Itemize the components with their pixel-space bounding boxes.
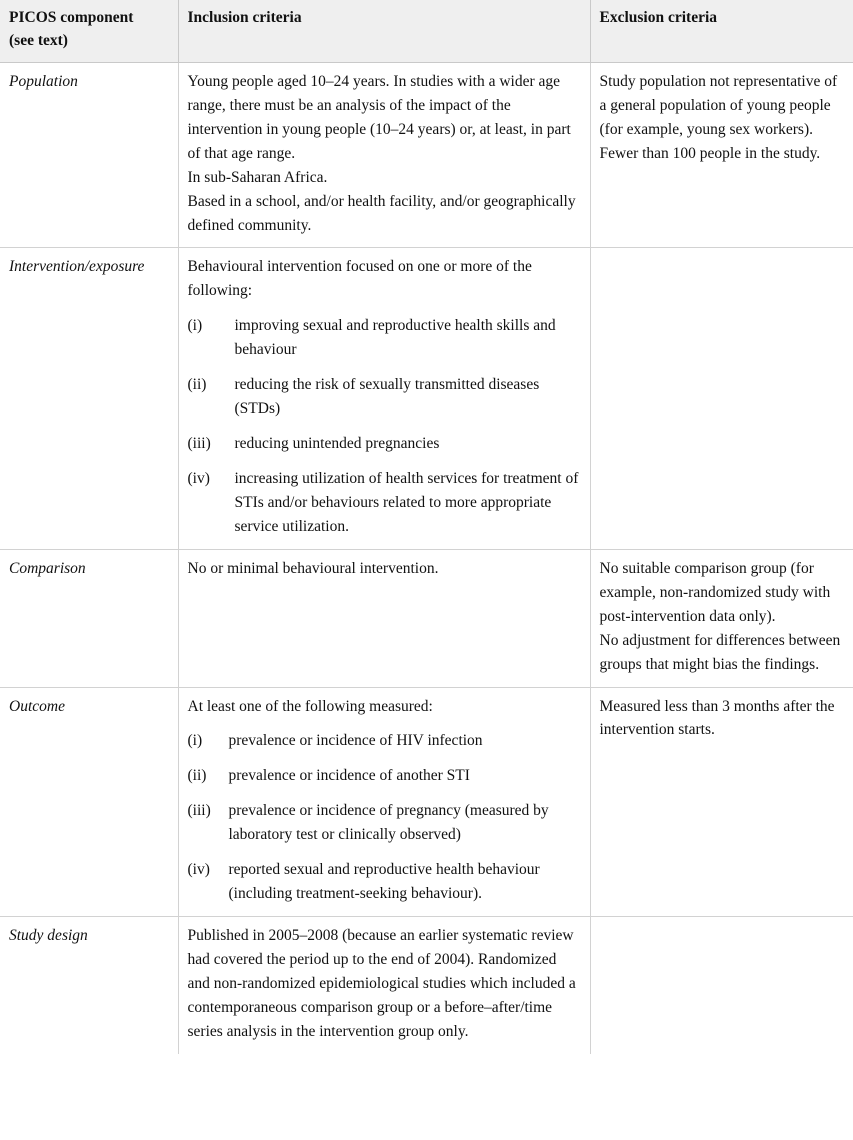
list-item-marker: (ii) [187, 376, 207, 394]
cell-paragraph: No adjustment for differences between groups that might bias the findings. [599, 631, 841, 673]
criteria-list-item [188, 729, 581, 753]
table-row [0, 248, 853, 549]
cell-paragraph: Based in a school, and/or health facility, and/or geographically defined community. [187, 192, 576, 234]
inclusion-criteria-cell [178, 917, 590, 1054]
table-row [0, 549, 853, 687]
exclusion-criteria-cell [590, 549, 853, 687]
table-row [0, 917, 853, 1054]
exclusion-criteria-cell [590, 62, 853, 248]
cell-paragraph: Fewer than 100 people in the study. [599, 144, 821, 162]
criteria-list-item [188, 432, 581, 456]
cell-paragraph: Study population not representative of a general population of young people (for example, young sex workers). [599, 72, 838, 138]
list-item-text: improving sexual and reproductive health skills and behaviour [234, 317, 556, 359]
list-item-text: prevalence or incidence of another STI [228, 767, 470, 785]
criteria-list-item [188, 314, 581, 362]
picos-component-label: Study design [0, 917, 178, 1054]
column-header-exclusion-criteria: Exclusion criteria [590, 0, 853, 62]
cell-lead-text: At least one of the following measured: [187, 697, 433, 715]
header-row [0, 0, 853, 62]
list-item-marker: (iv) [187, 470, 210, 487]
table-row [0, 62, 853, 248]
criteria-list [188, 729, 581, 906]
exclusion-criteria-cell [590, 248, 853, 549]
picos-component-label: Outcome [0, 687, 178, 917]
column-header-picos-line2: (see text) [9, 31, 68, 49]
table-body [0, 62, 853, 1053]
table-header [0, 0, 853, 62]
list-item-marker: (i) [187, 732, 203, 750]
list-item-marker: (ii) [187, 767, 207, 785]
cell-lead-text: Behavioural intervention focused on one or more of the following: [187, 258, 532, 300]
cell-paragraph: Measured less than 3 months after the intervention starts. [599, 697, 835, 739]
table-row [0, 687, 853, 917]
picos-component-label: Comparison [0, 549, 178, 687]
exclusion-criteria-cell [590, 917, 853, 1054]
picos-component-label: Intervention/exposure [0, 248, 178, 549]
criteria-list-item [188, 799, 581, 847]
list-item-text: prevalence or incidence of HIV infection [228, 732, 483, 750]
column-header-inclusion-criteria: Inclusion criteria [178, 0, 590, 62]
list-item-marker: (i) [187, 317, 203, 335]
cell-paragraph: No suitable comparison group (for example, non-randomized study with post-intervention data only). [599, 559, 831, 625]
list-item-marker: (iii) [187, 435, 211, 453]
criteria-list-item [188, 373, 581, 421]
criteria-list-item [188, 764, 581, 788]
exclusion-criteria-cell [590, 687, 853, 917]
list-item-marker: (iv) [187, 861, 210, 879]
cell-paragraph: Published in 2005–2008 (because an earlier systematic review had covered the period up to the end of 2004). Randomized and non-randomized epidemiological studies which included a contemporaneous comparison group or a before–after/time series analysis in the intervention group only. [187, 927, 576, 1040]
list-item-text: prevalence or incidence of pregnancy (measured by laboratory test or clinically observed) [228, 802, 549, 844]
list-item-text: reported sexual and reproductive health behaviour (including treatment-seeking behaviour). [228, 861, 540, 903]
criteria-list-item [188, 467, 581, 539]
inclusion-criteria-cell [178, 687, 590, 917]
criteria-list-item [188, 858, 581, 906]
inclusion-criteria-cell [178, 248, 590, 549]
inclusion-criteria-cell [178, 62, 590, 248]
cell-paragraph: In sub-Saharan Africa. [187, 168, 328, 186]
list-item-marker: (iii) [187, 802, 211, 820]
list-item-text: reducing the risk of sexually transmitted diseases (STDs) [234, 376, 540, 418]
picos-component-label: Population [0, 62, 178, 248]
inclusion-criteria-cell [178, 549, 590, 687]
cell-paragraph: No or minimal behavioural intervention. [187, 559, 439, 577]
column-header-picos-component [0, 0, 178, 62]
cell-paragraph: Young people aged 10–24 years. In studies with a wider age range, there must be an analysis of the impact of the intervention in young people (10–24 years) or, at least, in part of that age range. [187, 72, 571, 162]
list-item-text: reducing unintended pregnancies [234, 435, 440, 453]
column-header-picos-line1: PICOS component [9, 9, 134, 26]
criteria-list [188, 314, 581, 539]
list-item-text: increasing utilization of health services for treatment of STIs and/or behaviours related to more appropriate service utilization. [234, 470, 579, 535]
